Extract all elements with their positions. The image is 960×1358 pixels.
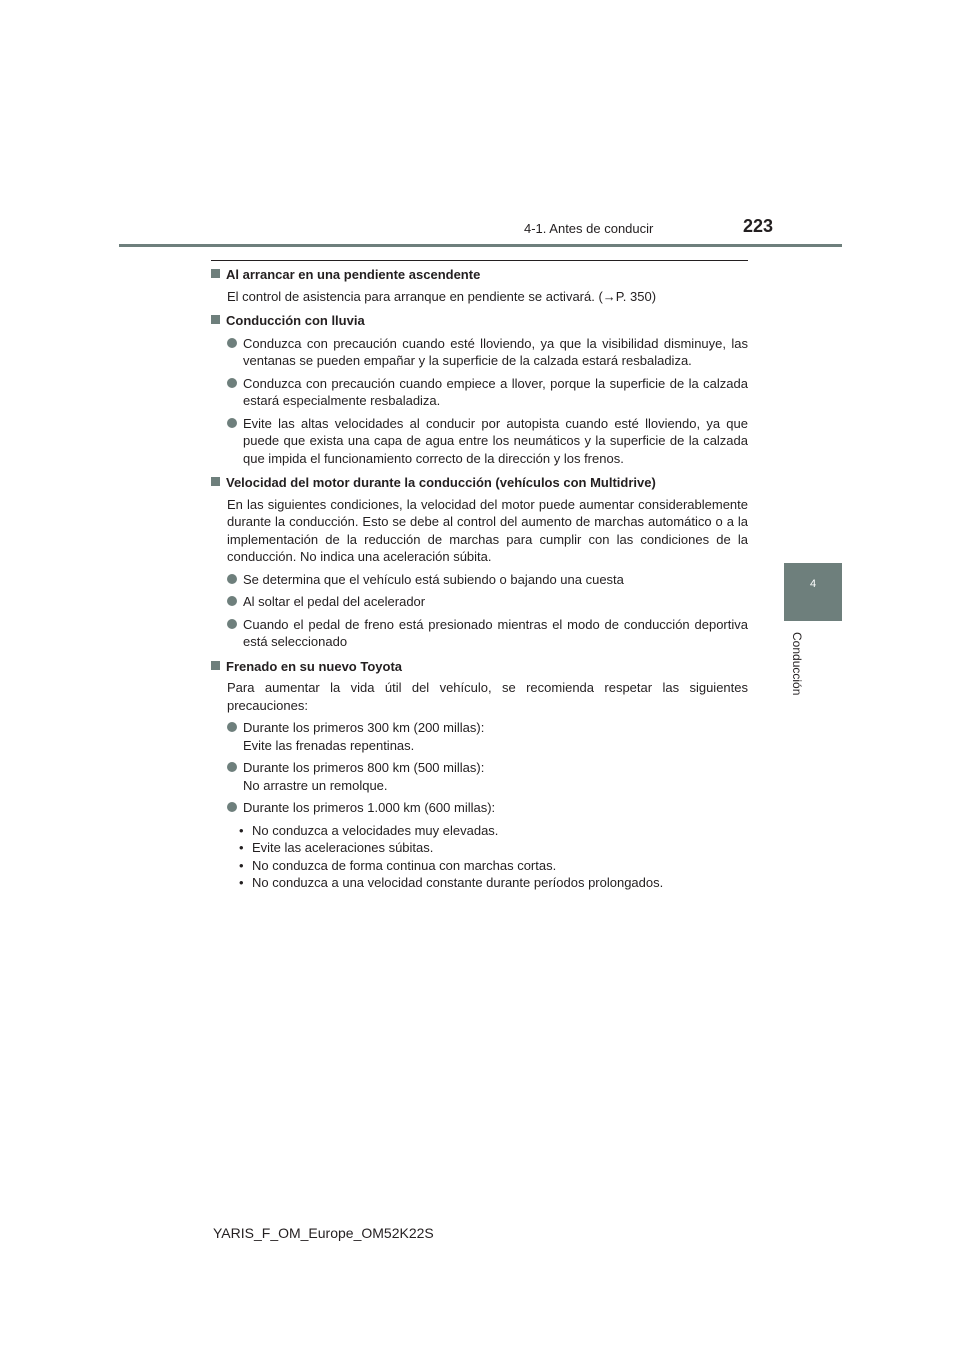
bullet-item	[211, 719, 748, 754]
page-number: 223	[743, 216, 774, 236]
bullet-text: Al soltar el pedal del acelerador	[243, 594, 426, 609]
bullet-text: Conduzca con precaución cuando esté lloviendo, ya que la visibilidad disminuye, las ventanas se pueden empañar y la superficie de la calzada estará resbaladiza.	[243, 335, 748, 368]
section-heading-text: Al arrancar en una pendiente ascendente	[226, 267, 481, 282]
sub-item-text: Evite las aceleraciones súbitas.	[252, 840, 434, 855]
section-paragraph: En las siguientes condiciones, la velocidad del motor puede aumentar considerablemente durante la conducción. Esto se debe al control del aumento de marchas automático o a la implementación de la reducción de marchas para cumplir con las condiciones de la conducción. No indica una aceleración súbita.	[227, 496, 748, 564]
section-heading-text: Frenado en su nuevo Toyota	[226, 658, 403, 674]
square-bullet-icon	[211, 477, 220, 486]
bullet-item	[211, 616, 748, 651]
chapter-tab	[784, 563, 842, 621]
section-heading	[211, 658, 748, 676]
circle-bullet-icon	[227, 762, 237, 772]
dot-marker-icon: •	[239, 822, 244, 838]
section-heading-text: Conducción con lluvia	[226, 313, 365, 328]
bullet-text: Conduzca con precaución cuando empiece a llover, porque la superficie de la calzada estará especialmente resbaladiza.	[243, 375, 748, 408]
dot-marker-icon: •	[239, 840, 244, 855]
section-paragraph: Para aumentar la vida útil del vehículo, se recomienda respetar las siguientes precauciones:	[227, 680, 748, 713]
circle-bullet-icon	[227, 722, 237, 732]
section-heading	[211, 312, 748, 330]
circle-bullet-icon	[227, 418, 237, 428]
bullet-text: Durante los primeros 300 km (200 millas): Evite las frenadas repentinas.	[243, 720, 485, 753]
square-bullet-icon	[211, 661, 220, 670]
circle-bullet-icon	[227, 378, 237, 388]
bullet-item	[211, 799, 748, 817]
section-heading	[211, 266, 748, 284]
bullet-item	[211, 375, 748, 410]
circle-bullet-icon	[227, 596, 237, 606]
sub-item	[239, 874, 748, 892]
sub-item	[239, 839, 748, 857]
square-bullet-icon	[211, 269, 220, 278]
circle-bullet-icon	[227, 574, 237, 584]
chapter-tab-number: 4	[809, 578, 817, 590]
circle-bullet-icon	[227, 619, 237, 629]
bullet-item	[211, 415, 748, 468]
dot-marker-icon: •	[239, 875, 244, 890]
bullet-item	[211, 593, 748, 611]
sub-item	[239, 822, 748, 840]
bullet-text: Cuando el pedal de freno está presionado mientras el modo de conducción deportiva está seleccionado	[243, 616, 748, 649]
sub-item-text: No conduzca a velocidades muy elevadas.	[252, 822, 499, 838]
sub-item-list	[211, 822, 748, 892]
dot-marker-icon: •	[239, 857, 244, 873]
header-section-title: 4-1. Antes de conducir	[524, 221, 654, 236]
sub-item-text: No conduzca de forma continua con marchas cortas.	[252, 857, 557, 873]
bullet-item	[211, 335, 748, 370]
sub-item	[239, 857, 748, 875]
bullet-text: Durante los primeros 800 km (500 millas): No arrastre un remolque.	[243, 760, 485, 793]
bullet-item	[211, 759, 748, 794]
section-paragraph: El control de asistencia para arranque en pendiente se activará. (→P. 350)	[227, 288, 657, 304]
bullet-text: Durante los primeros 1.000 km (600 millas):	[243, 800, 496, 815]
header-rule	[119, 244, 842, 247]
chapter-tab-label: Conducción	[790, 632, 804, 696]
bullet-item	[211, 571, 748, 589]
bullet-text: Se determina que el vehículo está subiendo o bajando una cuesta	[243, 571, 624, 587]
bullet-text: Evite las altas velocidades al conducir por autopista cuando esté lloviendo, ya que puede que exista una capa de agua entre los neumáticos y la superficie de la calzada que impida el funcionamiento correcto de la dirección y los frenos.	[243, 415, 748, 466]
content-top-rule	[211, 260, 748, 261]
circle-bullet-icon	[227, 802, 237, 812]
circle-bullet-icon	[227, 338, 237, 348]
page-content	[211, 266, 748, 892]
section-heading-text: Velocidad del motor durante la conducción (vehículos con Multidrive)	[226, 475, 656, 490]
footer-document-id: YARIS_F_OM_Europe_OM52K22S	[213, 1225, 434, 1241]
sub-item-text: No conduzca a una velocidad constante durante períodos prolongados.	[252, 875, 664, 890]
square-bullet-icon	[211, 315, 220, 324]
section-heading	[211, 474, 748, 492]
